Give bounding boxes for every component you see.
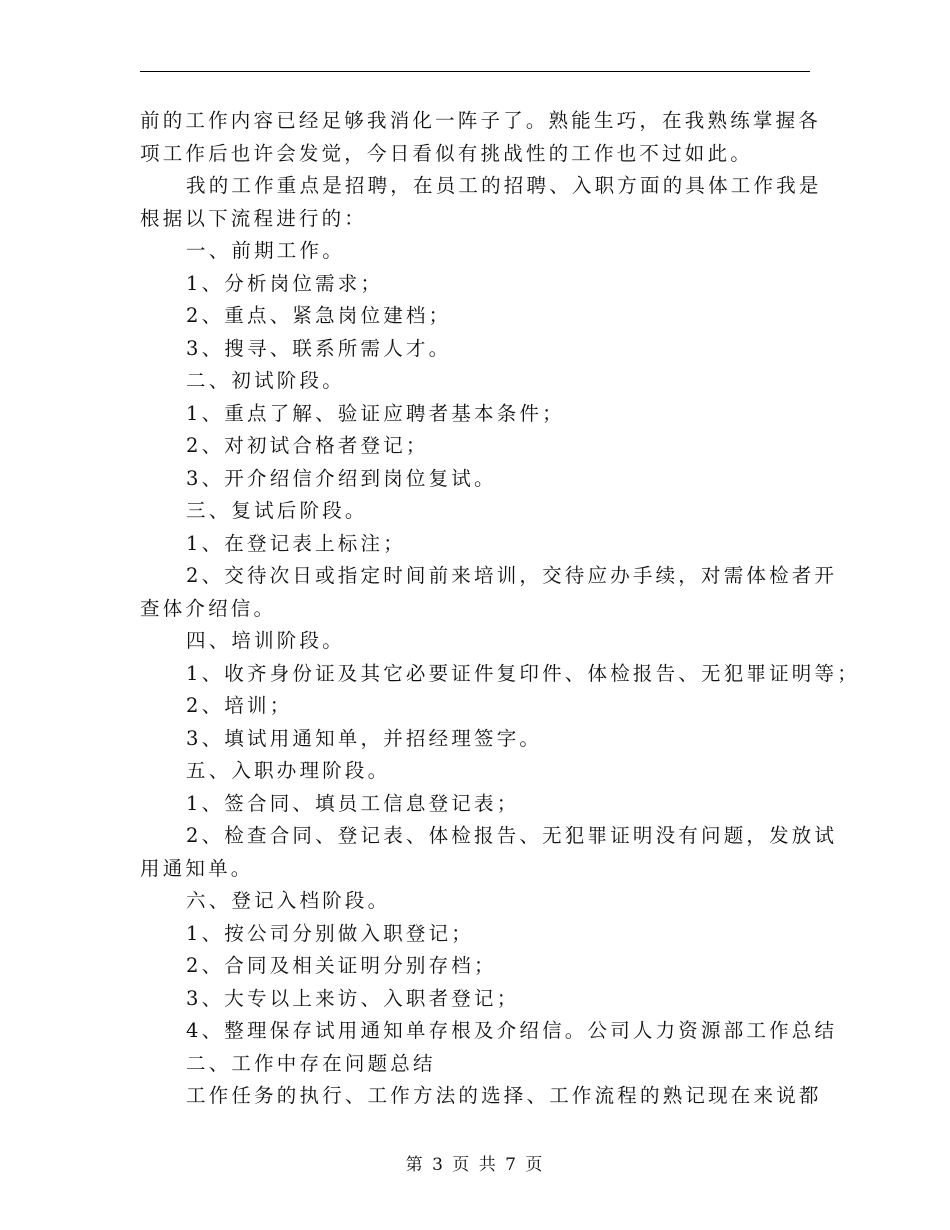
list-item: 2、重点、紧急岗位建档； [186,304,452,327]
paragraph-line: 前的工作内容已经足够我消化一阵子了。熟能生巧，在我熟练掌握各 [140,109,822,132]
list-item: 3、大专以上来访、入职者登记； [186,986,520,1010]
list-item: 1、在登记表上标注； [186,531,406,555]
paragraph-line: 项工作后也许会发觉，今日看似有挑战性的工作也不过如此。 [140,141,753,165]
list-item: 2、交待次日或指定时间前来培训，交待应办手续，对需体检者开 [186,564,838,587]
section-heading: 二、初试阶段。 [186,369,345,392]
list-item: 3、搜寻、联系所需人才。 [186,336,452,360]
page-number: 第 3 页 共 7 页 [405,1155,545,1175]
paragraph-line: 工作任务的执行、工作方法的选择、工作流程的熟记现在来说都 [186,1084,822,1107]
section-heading: 五、入职办理阶段。 [186,759,391,782]
section-heading: 三、复试后阶段。 [186,499,368,522]
list-item: 3、开介绍信介绍到岗位复试。 [186,466,497,490]
list-item: 2、对初试合格者登记； [186,434,429,457]
list-item: 1、收齐身份证及其它必要证件复印件、体检报告、无犯罪证明等； [186,661,860,685]
list-item: 1、重点了解、验证应聘者基本条件； [186,401,565,425]
section-heading: 一、前期工作。 [186,239,345,262]
list-item-continuation: 查体介绍信。 [140,596,277,620]
list-item-continuation: 用通知单。 [140,856,254,880]
list-item: 1、按公司分别做入职登记； [186,921,475,945]
header-rule [140,71,810,72]
list-item: 2、合同及相关证明分别存档； [186,954,497,977]
list-item: 4、整理保存试用通知单存根及介绍信。公司人力资源部工作总结 [186,1019,838,1042]
section-heading: 二、工作中存在问题总结 [186,1051,436,1075]
section-heading: 四、培训阶段。 [186,629,345,652]
list-item: 1、分析岗位需求； [186,271,384,295]
list-item: 3、填试用通知单，并招经理签字。 [186,726,543,750]
list-item: 2、检查合同、登记表、体检报告、无犯罪证明没有问题，发放试 [186,824,838,847]
list-item: 2、培训； [186,694,293,717]
paragraph-line: 我的工作重点是招聘，在员工的招聘、入职方面的具体工作我是 [186,174,822,197]
list-item: 1、签合同、填员工信息登记表； [186,791,520,815]
section-heading: 六、登记入档阶段。 [186,889,391,912]
paragraph-line: 根据以下流程进行的： [140,206,368,230]
